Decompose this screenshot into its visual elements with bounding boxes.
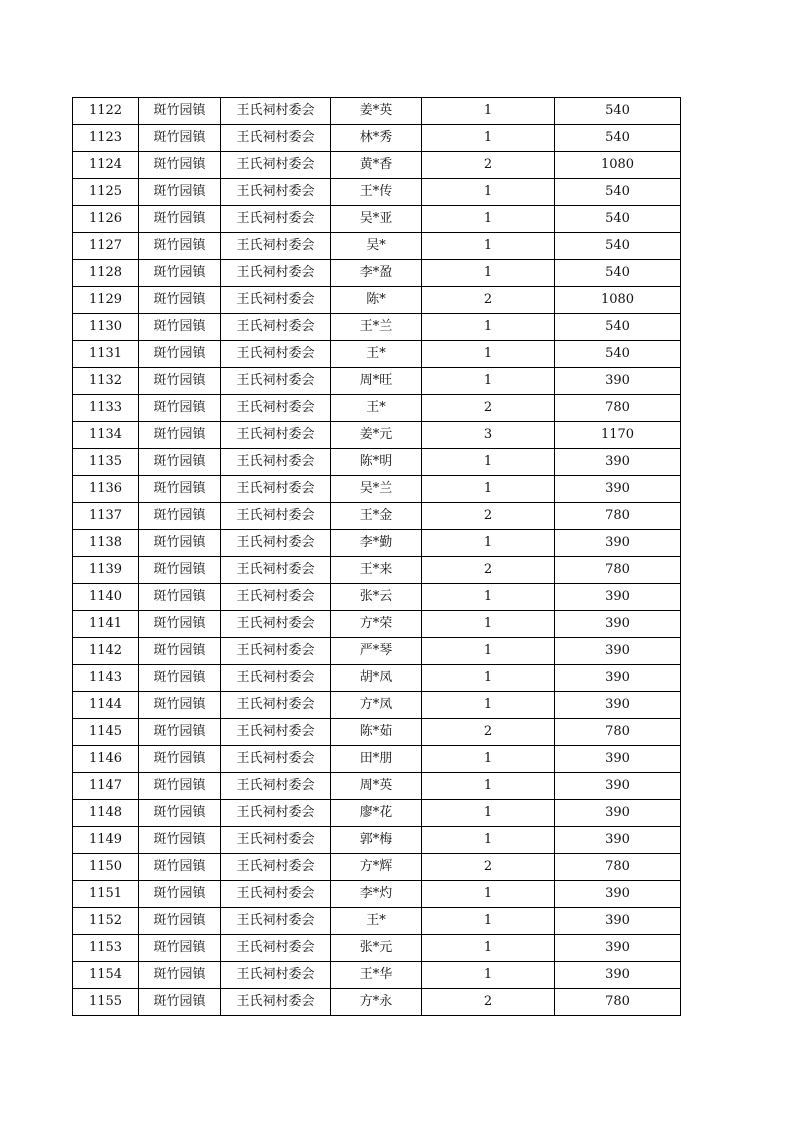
town-cell: 斑竹园镇: [139, 773, 221, 800]
table-row: [73, 206, 681, 233]
person-name-cell: 王*: [331, 908, 422, 935]
amount-cell: 540: [555, 98, 681, 125]
people-count-cell: 1: [422, 638, 555, 665]
amount-cell: 780: [555, 395, 681, 422]
row-number-cell: 1136: [73, 476, 139, 503]
people-count-cell: 1: [422, 179, 555, 206]
table-row: [73, 395, 681, 422]
table-row: [73, 557, 681, 584]
amount-cell: 390: [555, 935, 681, 962]
village-committee-cell: 王氏祠村委会: [221, 719, 331, 746]
town-cell: 斑竹园镇: [139, 368, 221, 395]
row-number-cell: 1155: [73, 989, 139, 1016]
row-number-cell: 1146: [73, 746, 139, 773]
table-row: [73, 476, 681, 503]
row-number-cell: 1152: [73, 908, 139, 935]
row-number-cell: 1150: [73, 854, 139, 881]
row-number-cell: 1129: [73, 287, 139, 314]
amount-cell: 390: [555, 746, 681, 773]
amount-cell: 1080: [555, 152, 681, 179]
people-count-cell: 2: [422, 395, 555, 422]
person-name-cell: 陈*明: [331, 449, 422, 476]
person-name-cell: 方*凤: [331, 692, 422, 719]
row-number-cell: 1123: [73, 125, 139, 152]
village-committee-cell: 王氏祠村委会: [221, 260, 331, 287]
people-count-cell: 3: [422, 422, 555, 449]
table-row: [73, 422, 681, 449]
village-committee-cell: 王氏祠村委会: [221, 827, 331, 854]
people-count-cell: 1: [422, 314, 555, 341]
row-number-cell: 1149: [73, 827, 139, 854]
row-number-cell: 1126: [73, 206, 139, 233]
row-number-cell: 1127: [73, 233, 139, 260]
village-committee-cell: 王氏祠村委会: [221, 314, 331, 341]
people-count-cell: 1: [422, 665, 555, 692]
town-cell: 斑竹园镇: [139, 746, 221, 773]
amount-cell: 390: [555, 665, 681, 692]
person-name-cell: 周*英: [331, 773, 422, 800]
town-cell: 斑竹园镇: [139, 314, 221, 341]
village-committee-cell: 王氏祠村委会: [221, 476, 331, 503]
people-count-cell: 1: [422, 746, 555, 773]
town-cell: 斑竹园镇: [139, 962, 221, 989]
amount-cell: 540: [555, 206, 681, 233]
table-row: [73, 98, 681, 125]
town-cell: 斑竹园镇: [139, 206, 221, 233]
table-row: [73, 827, 681, 854]
person-name-cell: 王*: [331, 341, 422, 368]
village-committee-cell: 王氏祠村委会: [221, 422, 331, 449]
row-number-cell: 1145: [73, 719, 139, 746]
person-name-cell: 姜*英: [331, 98, 422, 125]
table-row: [73, 287, 681, 314]
person-name-cell: 胡*凤: [331, 665, 422, 692]
table-row: [73, 638, 681, 665]
person-name-cell: 王*华: [331, 962, 422, 989]
village-committee-cell: 王氏祠村委会: [221, 584, 331, 611]
town-cell: 斑竹园镇: [139, 476, 221, 503]
person-name-cell: 田*朋: [331, 746, 422, 773]
village-committee-cell: 王氏祠村委会: [221, 800, 331, 827]
person-name-cell: 王*传: [331, 179, 422, 206]
table-body: [73, 98, 681, 1016]
town-cell: 斑竹园镇: [139, 503, 221, 530]
village-committee-cell: 王氏祠村委会: [221, 854, 331, 881]
village-committee-cell: 王氏祠村委会: [221, 746, 331, 773]
village-committee-cell: 王氏祠村委会: [221, 152, 331, 179]
table-row: [73, 368, 681, 395]
village-committee-cell: 王氏祠村委会: [221, 449, 331, 476]
row-number-cell: 1154: [73, 962, 139, 989]
person-name-cell: 陈*茹: [331, 719, 422, 746]
village-committee-cell: 王氏祠村委会: [221, 881, 331, 908]
table-row: [73, 611, 681, 638]
row-number-cell: 1142: [73, 638, 139, 665]
amount-cell: 780: [555, 989, 681, 1016]
row-number-cell: 1122: [73, 98, 139, 125]
people-count-cell: 1: [422, 935, 555, 962]
town-cell: 斑竹园镇: [139, 422, 221, 449]
town-cell: 斑竹园镇: [139, 638, 221, 665]
row-number-cell: 1148: [73, 800, 139, 827]
village-committee-cell: 王氏祠村委会: [221, 368, 331, 395]
town-cell: 斑竹园镇: [139, 935, 221, 962]
table-row: [73, 503, 681, 530]
row-number-cell: 1143: [73, 665, 139, 692]
people-count-cell: 1: [422, 800, 555, 827]
person-name-cell: 林*秀: [331, 125, 422, 152]
people-count-cell: 1: [422, 125, 555, 152]
town-cell: 斑竹园镇: [139, 881, 221, 908]
table-row: [73, 260, 681, 287]
person-name-cell: 王*: [331, 395, 422, 422]
people-count-cell: 1: [422, 476, 555, 503]
person-name-cell: 陈*: [331, 287, 422, 314]
village-committee-cell: 王氏祠村委会: [221, 287, 331, 314]
village-committee-cell: 王氏祠村委会: [221, 908, 331, 935]
amount-cell: 390: [555, 449, 681, 476]
town-cell: 斑竹园镇: [139, 530, 221, 557]
village-committee-cell: 王氏祠村委会: [221, 638, 331, 665]
person-name-cell: 方*永: [331, 989, 422, 1016]
people-count-cell: 1: [422, 260, 555, 287]
village-committee-cell: 王氏祠村委会: [221, 962, 331, 989]
row-number-cell: 1124: [73, 152, 139, 179]
people-count-cell: 1: [422, 206, 555, 233]
amount-cell: 780: [555, 719, 681, 746]
row-number-cell: 1144: [73, 692, 139, 719]
table-row: [73, 908, 681, 935]
person-name-cell: 李*勤: [331, 530, 422, 557]
amount-cell: 1170: [555, 422, 681, 449]
table-row: [73, 314, 681, 341]
village-committee-cell: 王氏祠村委会: [221, 773, 331, 800]
amount-cell: 540: [555, 233, 681, 260]
amount-cell: 390: [555, 881, 681, 908]
people-count-cell: 1: [422, 341, 555, 368]
people-count-cell: 1: [422, 881, 555, 908]
table-row: [73, 773, 681, 800]
village-committee-cell: 王氏祠村委会: [221, 989, 331, 1016]
amount-cell: 540: [555, 125, 681, 152]
amount-cell: 390: [555, 800, 681, 827]
table-row: [73, 179, 681, 206]
people-count-cell: 2: [422, 989, 555, 1016]
village-committee-cell: 王氏祠村委会: [221, 206, 331, 233]
person-name-cell: 吴*亚: [331, 206, 422, 233]
amount-cell: 390: [555, 530, 681, 557]
people-count-cell: 2: [422, 152, 555, 179]
table-row: [73, 989, 681, 1016]
amount-cell: 390: [555, 692, 681, 719]
person-name-cell: 李*灼: [331, 881, 422, 908]
amount-cell: 390: [555, 773, 681, 800]
town-cell: 斑竹园镇: [139, 449, 221, 476]
table-row: [73, 530, 681, 557]
amount-cell: 780: [555, 854, 681, 881]
village-committee-cell: 王氏祠村委会: [221, 98, 331, 125]
village-committee-cell: 王氏祠村委会: [221, 611, 331, 638]
village-committee-cell: 王氏祠村委会: [221, 341, 331, 368]
town-cell: 斑竹园镇: [139, 98, 221, 125]
row-number-cell: 1137: [73, 503, 139, 530]
person-name-cell: 吴*兰: [331, 476, 422, 503]
amount-cell: 390: [555, 476, 681, 503]
town-cell: 斑竹园镇: [139, 692, 221, 719]
people-count-cell: 1: [422, 368, 555, 395]
row-number-cell: 1130: [73, 314, 139, 341]
village-committee-cell: 王氏祠村委会: [221, 557, 331, 584]
village-committee-cell: 王氏祠村委会: [221, 395, 331, 422]
town-cell: 斑竹园镇: [139, 260, 221, 287]
row-number-cell: 1138: [73, 530, 139, 557]
row-number-cell: 1135: [73, 449, 139, 476]
town-cell: 斑竹园镇: [139, 611, 221, 638]
amount-cell: 390: [555, 611, 681, 638]
row-number-cell: 1147: [73, 773, 139, 800]
town-cell: 斑竹园镇: [139, 719, 221, 746]
people-count-cell: 1: [422, 827, 555, 854]
table-row: [73, 854, 681, 881]
person-name-cell: 张*元: [331, 935, 422, 962]
row-number-cell: 1141: [73, 611, 139, 638]
person-name-cell: 王*兰: [331, 314, 422, 341]
person-name-cell: 严*琴: [331, 638, 422, 665]
village-committee-cell: 王氏祠村委会: [221, 665, 331, 692]
table-row: [73, 152, 681, 179]
village-committee-cell: 王氏祠村委会: [221, 233, 331, 260]
row-number-cell: 1125: [73, 179, 139, 206]
person-name-cell: 王*金: [331, 503, 422, 530]
amount-cell: 540: [555, 341, 681, 368]
subsidy-list-table: [72, 97, 681, 1016]
people-count-cell: 1: [422, 692, 555, 719]
people-count-cell: 1: [422, 449, 555, 476]
people-count-cell: 1: [422, 773, 555, 800]
table-row: [73, 233, 681, 260]
people-count-cell: 1: [422, 98, 555, 125]
person-name-cell: 方*荣: [331, 611, 422, 638]
person-name-cell: 张*云: [331, 584, 422, 611]
town-cell: 斑竹园镇: [139, 989, 221, 1016]
town-cell: 斑竹园镇: [139, 341, 221, 368]
person-name-cell: 方*辉: [331, 854, 422, 881]
table-row: [73, 341, 681, 368]
village-committee-cell: 王氏祠村委会: [221, 503, 331, 530]
village-committee-cell: 王氏祠村委会: [221, 179, 331, 206]
person-name-cell: 廖*花: [331, 800, 422, 827]
people-count-cell: 2: [422, 287, 555, 314]
amount-cell: 390: [555, 962, 681, 989]
row-number-cell: 1132: [73, 368, 139, 395]
town-cell: 斑竹园镇: [139, 584, 221, 611]
person-name-cell: 吴*: [331, 233, 422, 260]
people-count-cell: 1: [422, 908, 555, 935]
person-name-cell: 周*旺: [331, 368, 422, 395]
town-cell: 斑竹园镇: [139, 125, 221, 152]
town-cell: 斑竹园镇: [139, 908, 221, 935]
people-count-cell: 1: [422, 611, 555, 638]
people-count-cell: 1: [422, 584, 555, 611]
row-number-cell: 1153: [73, 935, 139, 962]
person-name-cell: 姜*元: [331, 422, 422, 449]
row-number-cell: 1140: [73, 584, 139, 611]
town-cell: 斑竹园镇: [139, 800, 221, 827]
village-committee-cell: 王氏祠村委会: [221, 692, 331, 719]
table-row: [73, 935, 681, 962]
people-count-cell: 1: [422, 530, 555, 557]
amount-cell: 390: [555, 638, 681, 665]
table-row: [73, 962, 681, 989]
amount-cell: 390: [555, 827, 681, 854]
person-name-cell: 郭*梅: [331, 827, 422, 854]
town-cell: 斑竹园镇: [139, 233, 221, 260]
row-number-cell: 1133: [73, 395, 139, 422]
amount-cell: 780: [555, 557, 681, 584]
town-cell: 斑竹园镇: [139, 557, 221, 584]
amount-cell: 540: [555, 179, 681, 206]
table-row: [73, 746, 681, 773]
person-name-cell: 李*盈: [331, 260, 422, 287]
village-committee-cell: 王氏祠村委会: [221, 530, 331, 557]
person-name-cell: 王*来: [331, 557, 422, 584]
people-count-cell: 2: [422, 719, 555, 746]
village-committee-cell: 王氏祠村委会: [221, 125, 331, 152]
row-number-cell: 1134: [73, 422, 139, 449]
amount-cell: 390: [555, 368, 681, 395]
town-cell: 斑竹园镇: [139, 179, 221, 206]
table-row: [73, 449, 681, 476]
amount-cell: 540: [555, 314, 681, 341]
amount-cell: 780: [555, 503, 681, 530]
people-count-cell: 2: [422, 557, 555, 584]
row-number-cell: 1131: [73, 341, 139, 368]
village-committee-cell: 王氏祠村委会: [221, 935, 331, 962]
table-row: [73, 881, 681, 908]
amount-cell: 390: [555, 908, 681, 935]
person-name-cell: 黄*香: [331, 152, 422, 179]
town-cell: 斑竹园镇: [139, 665, 221, 692]
town-cell: 斑竹园镇: [139, 854, 221, 881]
table-row: [73, 665, 681, 692]
town-cell: 斑竹园镇: [139, 152, 221, 179]
table-row: [73, 692, 681, 719]
people-count-cell: 2: [422, 854, 555, 881]
people-count-cell: 1: [422, 233, 555, 260]
table-row: [73, 584, 681, 611]
amount-cell: 390: [555, 584, 681, 611]
town-cell: 斑竹园镇: [139, 287, 221, 314]
row-number-cell: 1151: [73, 881, 139, 908]
people-count-cell: 2: [422, 503, 555, 530]
row-number-cell: 1128: [73, 260, 139, 287]
table-row: [73, 719, 681, 746]
town-cell: 斑竹园镇: [139, 827, 221, 854]
amount-cell: 540: [555, 260, 681, 287]
row-number-cell: 1139: [73, 557, 139, 584]
town-cell: 斑竹园镇: [139, 395, 221, 422]
table-row: [73, 800, 681, 827]
table-row: [73, 125, 681, 152]
people-count-cell: 1: [422, 962, 555, 989]
amount-cell: 1080: [555, 287, 681, 314]
